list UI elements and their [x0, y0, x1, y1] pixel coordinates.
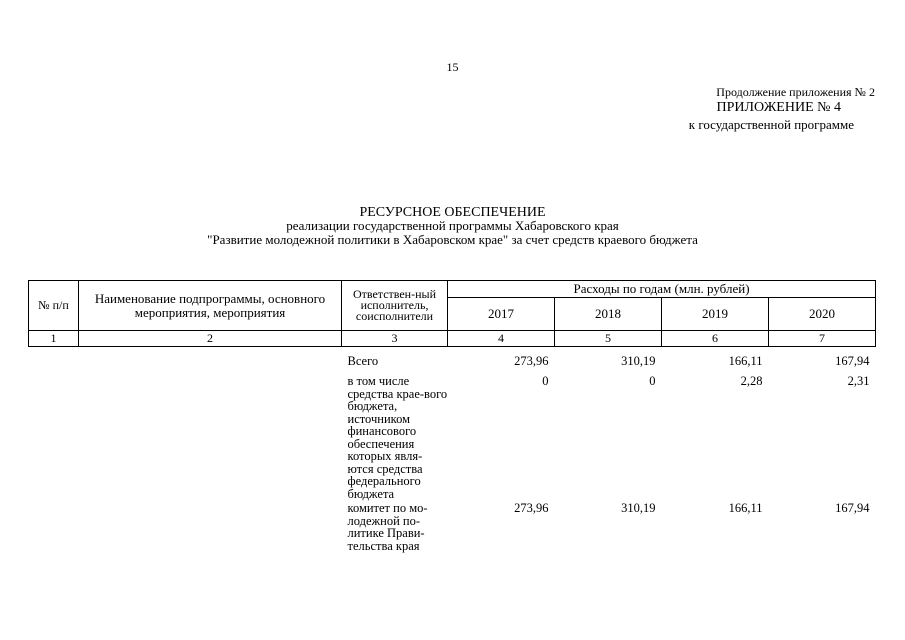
cell-value-2020: 2,31: [847, 374, 870, 388]
header-year: 2020: [769, 298, 876, 331]
column-number: 6: [662, 331, 769, 347]
column-number: 3: [342, 331, 448, 347]
appendix-subtitle: к государственной программе: [688, 117, 854, 132]
header-expenses: Расходы по годам (млн. рублей): [448, 281, 876, 298]
cell-name: [79, 500, 342, 552]
header-number: № п/п: [29, 281, 79, 331]
cell-value-2019: 166,11: [728, 501, 763, 515]
cell-value-2018: 310,19: [621, 354, 656, 368]
cell-value-2018: 310,19: [621, 501, 656, 515]
header-executor: Ответствен-ный исполнитель, соисполнители: [342, 281, 448, 331]
page-number: 15: [446, 60, 459, 74]
column-number-row: [29, 331, 876, 347]
cell-value-2018: 0: [649, 374, 656, 388]
cell-executor: комитет по мо-лодежной по-литике Прави-тельства края: [347, 501, 428, 553]
cell-executor: в том числе средства крае-вого бюджета, источником финансового обеспечения которых явля-ются средства федерального бюджета: [347, 374, 448, 501]
continuation-note: Продолжение приложения № 2: [716, 85, 875, 99]
appendix-label: ПРИЛОЖЕНИЕ № 4: [716, 100, 841, 115]
column-number: 4: [448, 331, 555, 347]
table-header-row: [29, 281, 876, 298]
cell-value-2017: 273,96: [514, 501, 549, 515]
document-subtitle-line1: реализации государственной программы Хабаровского края: [286, 218, 619, 233]
table-row: [29, 373, 876, 500]
column-number: 2: [79, 331, 342, 347]
cell-name: [79, 347, 342, 374]
cell-value-2017: 273,96: [514, 354, 549, 368]
cell-value-2019: 166,11: [728, 354, 763, 368]
document-subtitle-line2: "Развитие молодежной политики в Хабаровском крае" за счет средств краевого бюджета: [207, 232, 698, 247]
column-number: 1: [29, 331, 79, 347]
header-name: Наименование подпрограммы, основного мероприятия, мероприятия: [79, 281, 342, 331]
cell-value-2019: 2,28: [740, 374, 763, 388]
document-title: РЕСУРСНОЕ ОБЕСПЕЧЕНИЕ: [359, 205, 546, 220]
cell-name: [79, 373, 342, 500]
cell-number: [29, 373, 79, 500]
table-row: [29, 500, 876, 552]
cell-value-2017: 0: [542, 374, 549, 388]
header-year: 2017: [448, 298, 555, 331]
cell-value-2020: 167,94: [835, 354, 870, 368]
cell-number: [29, 500, 79, 552]
cell-number: [29, 347, 79, 374]
header-year: 2018: [555, 298, 662, 331]
column-number: 7: [769, 331, 876, 347]
table-row: [29, 347, 876, 374]
cell-value-2020: 167,94: [835, 501, 870, 515]
cell-executor: Всего: [347, 354, 379, 368]
column-number: 5: [555, 331, 662, 347]
header-year: 2019: [662, 298, 769, 331]
resource-table: [28, 280, 876, 552]
